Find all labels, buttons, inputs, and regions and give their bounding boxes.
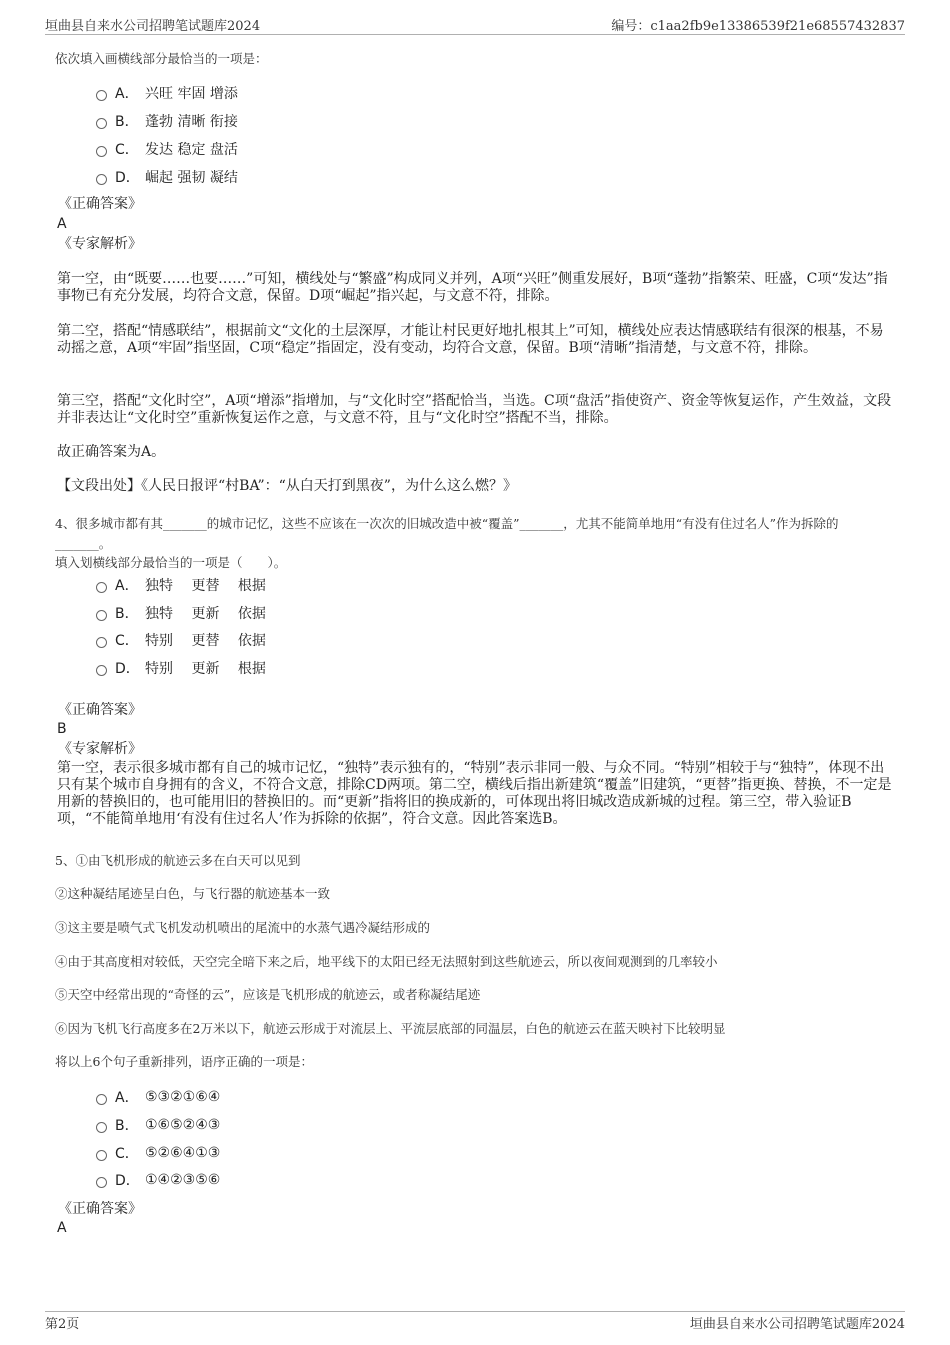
- q3-analysis-para-2: 第二空，搭配“情感联结”，根据前文“文化的土层深厚，才能让村民更好地扎根其上”可知，横线处应表达情感联结有很深的根基，不易动摇之意，A项“牢固”指坚固，C项“稳定”指固定，没有变动，均符合文意，保留。B项“清晰”指清楚，与文意不符，排除。: [57, 323, 884, 356]
- q4-stem: 4、很多城市都有其_______的城市记忆，这些不应该在一次次的旧城改造中被“覆盖”_______，尤其不能简单地用“有没有住过名人”作为拆除的: [55, 516, 839, 531]
- q5-sentence-4: ④由于其高度相对较低，天空完全暗下来之后，地平线下的太阳已经无法照射到这些航迹云，所以夜间观测到的几率较小: [55, 954, 718, 969]
- radio-icon[interactable]: [96, 1150, 107, 1161]
- q5-sentence-6: ⑥因为飞机飞行高度多在2万米以下，航迹云形成于对流层上、平流层底部的同温层，白色的航迹云在蓝天映衬下比较明显: [55, 1021, 726, 1036]
- header-title: 垣曲县自来水公司招聘笔试题库2024: [45, 19, 261, 34]
- q5-sentence-5: ⑤天空中经常出现的“奇怪的云”，应该是飞机形成的航迹云，或者称凝结尾迹: [55, 987, 481, 1002]
- radio-icon[interactable]: [96, 637, 107, 648]
- q4-prompt: 填入划横线部分最恰当的一项是（ ）。: [55, 555, 287, 570]
- q4-answer-label: 《正确答案》: [58, 702, 142, 718]
- q4-stem-continued: _______。: [55, 536, 112, 551]
- q3-answer: A: [57, 216, 67, 232]
- q4-option-c[interactable]: C． 特别 更替 依据: [96, 630, 266, 650]
- q5-answer: A: [57, 1220, 67, 1236]
- page-number: 第2页: [45, 1317, 80, 1332]
- q3-answer-label: 《正确答案》: [58, 196, 142, 212]
- q5-option-b[interactable]: B． ①⑥⑤②④③: [96, 1115, 220, 1135]
- q3-analysis-para-1: 第一空，由“既要……也要……”可知，横线处与“繁盛”构成同义并列，A项“兴旺”侧重发展好，B项“蓬勃”指繁荣、旺盛，C项“发达”指事物已有充分发展，均符合文意，保留。D项“崛起”指兴起，与文意不符，排除。: [57, 271, 888, 304]
- radio-icon[interactable]: [96, 118, 107, 129]
- q3-analysis-para-3: 第三空，搭配“文化时空”，A项“增添”指增加，与“文化时空”搭配恰当，当选。C项“盘活”指使资产、资金等恢复运作，产生效益，文段并非表达让“文化时空”重新恢复运作之意，与文意不符，且与“文化时空”搭配不当，排除。: [57, 393, 892, 426]
- q5-sentence-3: ③这主要是喷气式飞机发动机喷出的尾流中的水蒸气遇冷凝结形成的: [55, 920, 431, 935]
- q4-option-d[interactable]: D． 特别 更新 根据: [96, 658, 266, 678]
- q4-option-b[interactable]: B． 独特 更新 依据: [96, 603, 266, 623]
- q3-option-a[interactable]: A． 兴旺 牢固 增添: [96, 83, 238, 103]
- q3-source: 【文段出处】《人民日报评“村BA”：“从白天打到黑夜”，为什么这么燃？》: [57, 478, 517, 494]
- q3-option-d[interactable]: D． 崛起 强韧 凝结: [96, 167, 238, 187]
- footer-title: 垣曲县自来水公司招聘笔试题库2024: [689, 1317, 905, 1332]
- document-id: 编号：c1aa2fb9e13386539f21e68557432837: [611, 19, 905, 34]
- q4-analysis-label: 《专家解析》: [58, 741, 142, 757]
- q5-option-c[interactable]: C． ⑤②⑥④①③: [96, 1143, 220, 1163]
- footer-divider: [45, 1311, 905, 1312]
- q5-sentence-2: ②这种凝结尾迹呈白色，与飞行器的航迹基本一致: [55, 886, 331, 901]
- radio-icon[interactable]: [96, 582, 107, 593]
- header-divider: [45, 34, 905, 35]
- radio-icon[interactable]: [96, 1122, 107, 1133]
- q4-analysis: 第一空，表示很多城市都有自己的城市记忆，“独特”表示独有的，“特别”表示非同一般、与众不同。“特别”相较于与“独特”，体现不出只有某个城市自身拥有的含义，不符合文意，排除CD两项。第二空，横线后指出新建筑“覆盖”旧建筑，“更替”指更换、替换，不一定是用新的替换旧的，也可能用旧的替换旧的。而“更新”指将旧的换成新的，可体现出将旧城改造成新城的过程。第三空，带入验证B项，“不能简单地用‘有没有住过名人’作为拆除的依据”，符合文意。因此答案选B。: [57, 760, 892, 827]
- q3-option-b[interactable]: B． 蓬勃 清晰 衔接: [96, 111, 238, 131]
- q3-analysis-label: 《专家解析》: [58, 236, 142, 252]
- radio-icon[interactable]: [96, 90, 107, 101]
- q3-prompt: 依次填入画横线部分最恰当的一项是：: [55, 51, 268, 66]
- radio-icon[interactable]: [96, 1177, 107, 1188]
- radio-icon[interactable]: [96, 174, 107, 185]
- radio-icon[interactable]: [96, 1094, 107, 1105]
- q3-conclusion: 故正确答案为A。: [57, 444, 166, 460]
- q3-option-c[interactable]: C． 发达 稳定 盘活: [96, 139, 238, 159]
- q4-option-a[interactable]: A． 独特 更替 根据: [96, 575, 266, 595]
- q4-answer: B: [57, 721, 67, 737]
- radio-icon[interactable]: [96, 665, 107, 676]
- q5-option-a[interactable]: A． ⑤③②①⑥④: [96, 1087, 220, 1107]
- q5-sentence-1: 5、①由飞机形成的航迹云多在白天可以见到: [55, 853, 301, 868]
- q5-answer-label: 《正确答案》: [58, 1201, 142, 1217]
- q5-prompt: 将以上6个句子重新排列，语序正确的一项是：: [55, 1054, 313, 1069]
- radio-icon[interactable]: [96, 610, 107, 621]
- radio-icon[interactable]: [96, 146, 107, 157]
- q5-option-d[interactable]: D． ①④②③⑤⑥: [96, 1170, 220, 1190]
